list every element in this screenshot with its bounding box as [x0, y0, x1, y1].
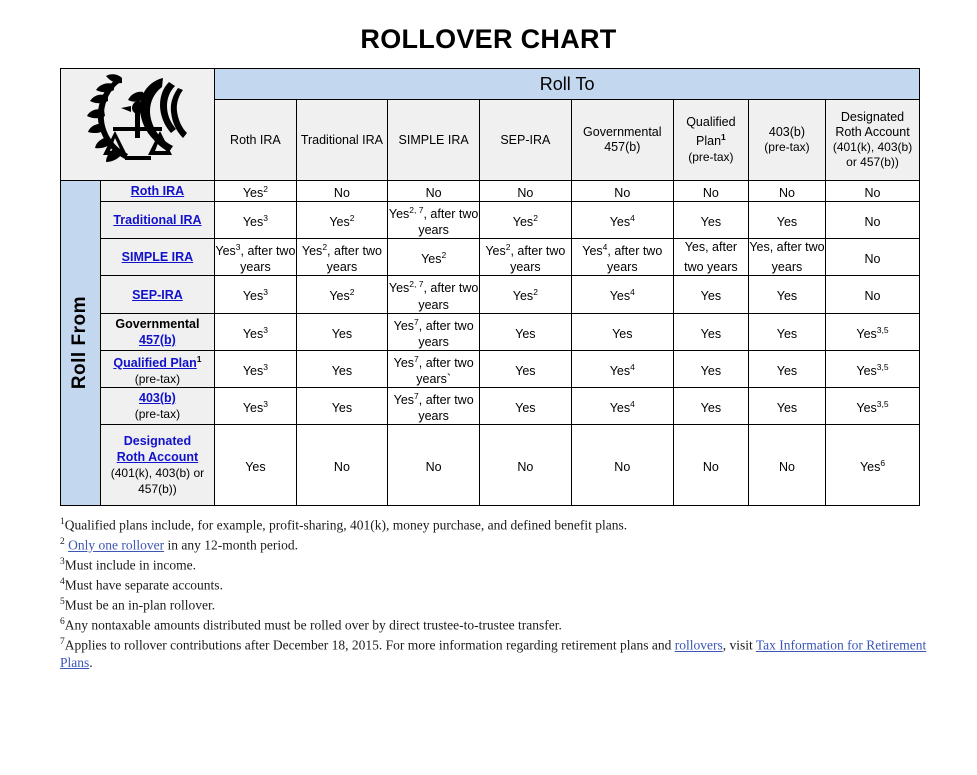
- cell-suffix: , after two years: [510, 244, 566, 275]
- cell-sep-ira-to-roth-ira: [215, 276, 296, 313]
- cell-sep-ira-to-403b: [748, 276, 825, 313]
- cell-footnote-marker: 7: [414, 390, 419, 401]
- footnote-marker: 2: [60, 537, 65, 548]
- cell-value: No: [864, 186, 881, 201]
- cell-403b-to-designated-roth: [826, 387, 920, 424]
- cell-value: No: [517, 186, 534, 201]
- roll-to-banner-row: [61, 69, 920, 100]
- footnote-marker: 1: [60, 517, 65, 528]
- cell-sep-ira-to-designated-roth: [826, 276, 920, 313]
- footnote-item: [60, 554, 940, 574]
- cell-403b-to-governmental-457b: [571, 387, 673, 424]
- row-header-note: (pre-tax): [134, 407, 181, 422]
- col-header-qualified-plan: [673, 100, 748, 181]
- cell-footnote-marker: 2: [533, 213, 538, 224]
- table-row: [61, 425, 920, 506]
- cell-roth-ira-to-qualified-plan: [673, 181, 748, 202]
- cell-value: Yes: [301, 244, 323, 259]
- col-header-main: SEP-IRA: [500, 132, 551, 147]
- cell-value: Yes: [388, 207, 410, 222]
- cell-value: Yes: [329, 289, 350, 304]
- row-header-designated-roth-account[interactable]: [100, 425, 215, 506]
- row-header-roth-ira[interactable]: [100, 181, 215, 202]
- cell-footnote-marker: 7: [414, 353, 419, 364]
- cell-designated-roth-to-simple-ira: [388, 425, 480, 506]
- footnote-link[interactable]: Only one rollover: [68, 537, 165, 553]
- col-header-sep-ira: [480, 100, 572, 181]
- cell-value: Yes: [856, 401, 877, 416]
- cell-footnote-marker: 4: [630, 361, 635, 372]
- cell-value: Yes: [393, 318, 415, 333]
- cell-suffix: , after two years`: [416, 355, 474, 386]
- cell-value: Yes, after two years: [684, 240, 738, 275]
- cell-value: No: [864, 215, 881, 230]
- cell-sep-ira-to-sep-ira: [480, 276, 572, 313]
- cell-suffix: , after two years: [418, 207, 479, 238]
- cell-qualified-plan-to-governmental-457b: [571, 350, 673, 387]
- roll-from-banner-cell: [61, 181, 101, 506]
- cell-qualified-plan-to-qualified-plan: [673, 350, 748, 387]
- footnote-text: Qualified plans include, for example, profit-sharing, 401(k), money purchase, and defined benefit plans.: [64, 517, 628, 533]
- cell-roth-ira-to-simple-ira: [388, 181, 480, 202]
- cell-value: Yes: [515, 363, 536, 378]
- col-header-governmental-457b: [571, 100, 673, 181]
- cell-value: Yes: [245, 460, 266, 475]
- row-header-prefix: Governmental: [115, 316, 200, 331]
- cell-designated-roth-to-roth-ira: [215, 425, 296, 506]
- cell-value: No: [425, 460, 442, 475]
- cell-roth-ira-to-roth-ira: [215, 181, 296, 202]
- row-header-traditional-ira[interactable]: [100, 202, 215, 239]
- cell-footnote-marker: 3,5: [876, 324, 889, 335]
- col-header-main: SIMPLE IRA: [398, 132, 469, 147]
- cell-footnote-marker: 4: [602, 242, 608, 253]
- footnote-item: [60, 574, 940, 594]
- irs-logo-cell: [61, 69, 215, 181]
- table-row: [61, 276, 920, 313]
- cell-403b-to-roth-ira: [215, 387, 296, 424]
- cell-value: Yes: [512, 289, 534, 304]
- cell-simple-ira-to-qualified-plan: [673, 239, 748, 276]
- cell-qualified-plan-to-designated-roth: [826, 350, 920, 387]
- cell-footnote-marker: 3,5: [876, 361, 889, 372]
- footnote-text: in any 12-month period.: [164, 537, 298, 553]
- cell-suffix: , after two years: [418, 393, 474, 424]
- row-header-link[interactable]: Traditional IRA: [113, 213, 202, 228]
- cell-footnote-marker: 2: [349, 287, 355, 298]
- cell-simple-ira-to-sep-ira: [480, 239, 572, 276]
- footnote-text: Must have separate accounts.: [64, 577, 223, 593]
- cell-value: No: [702, 460, 719, 475]
- footnote-item: [60, 634, 940, 672]
- cell-footnote-marker: 4: [630, 213, 635, 224]
- cell-value: Yes: [856, 363, 877, 378]
- cell-value: Yes: [700, 401, 722, 416]
- footnote-marker: 5: [60, 597, 65, 608]
- cell-value: Yes: [242, 186, 264, 201]
- cell-value: Yes: [242, 401, 264, 416]
- cell-value: Yes: [329, 215, 350, 230]
- row-header-link[interactable]: Qualified Plan: [113, 355, 197, 370]
- row-header-qualified-plan[interactable]: [100, 350, 215, 387]
- cell-value: Yes: [776, 363, 798, 378]
- cell-footnote-marker: 2: [322, 242, 328, 253]
- cell-traditional-ira-to-governmental-457b: [571, 202, 673, 239]
- cell-designated-roth-to-403b: [748, 425, 825, 506]
- cell-governmental-457b-to-traditional-ira: [296, 313, 388, 350]
- cell-value: Yes: [242, 289, 264, 304]
- cell-roth-ira-to-designated-roth: [826, 181, 920, 202]
- cell-footnote-marker: 7: [414, 316, 419, 327]
- cell-value: Yes, after two years: [749, 240, 825, 275]
- cell-footnote-marker: 3,5: [876, 398, 889, 409]
- cell-value: No: [778, 186, 795, 201]
- footnote-text: , visit: [722, 637, 756, 653]
- cell-simple-ira-to-traditional-ira: [296, 239, 388, 276]
- col-header-main: Designated Roth Account: [835, 110, 910, 139]
- cell-suffix: , after two years: [240, 244, 296, 275]
- cell-qualified-plan-to-roth-ira: [215, 350, 296, 387]
- cell-simple-ira-to-simple-ira: [388, 239, 480, 276]
- footnote-item: [60, 514, 940, 534]
- cell-qualified-plan-to-traditional-ira: [296, 350, 388, 387]
- cell-value: No: [864, 252, 881, 267]
- cell-suffix: , after two years: [418, 281, 479, 312]
- footnote-marker: 3: [60, 557, 65, 568]
- cell-value: Yes: [331, 363, 353, 378]
- col-header-roth-ira: [215, 100, 296, 181]
- cell-governmental-457b-to-simple-ira: [388, 313, 480, 350]
- cell-value: Yes: [485, 244, 506, 259]
- cell-403b-to-403b: [748, 387, 825, 424]
- row-header-prefix: Designated: [123, 434, 192, 449]
- cell-403b-to-qualified-plan: [673, 387, 748, 424]
- cell-value: Yes: [388, 281, 410, 296]
- footnote-link[interactable]: Tax Information for Retirement Plans: [60, 637, 927, 671]
- cell-value: Yes: [393, 393, 415, 408]
- cell-value: Yes: [776, 215, 798, 230]
- cell-value: Yes: [215, 244, 236, 259]
- cell-footnote-marker: 2, 7: [409, 205, 424, 216]
- cell-value: Yes: [421, 252, 442, 267]
- cell-footnote-marker: 3: [263, 213, 268, 224]
- footnote-text: Must be an in-plan rollover.: [64, 597, 216, 613]
- footnote-text: Applies to rollover contributions after December 18, 2015. For more information regarding retirement plans and: [64, 637, 675, 653]
- cell-traditional-ira-to-designated-roth: [826, 202, 920, 239]
- row-header-sep-ira[interactable]: [100, 276, 215, 313]
- col-header-designated-roth-account: [826, 100, 920, 181]
- row-header-link[interactable]: SIMPLE IRA: [121, 250, 194, 265]
- cell-sep-ira-to-governmental-457b: [571, 276, 673, 313]
- cell-footnote-marker: 3: [263, 398, 268, 409]
- cell-value: Yes: [242, 326, 264, 341]
- cell-value: Yes: [776, 401, 798, 416]
- cell-footnote-marker: 4: [630, 398, 635, 409]
- rollover-chart-table: [60, 68, 920, 506]
- col-header-sub: (pre-tax): [764, 140, 810, 154]
- col-header-traditional-ira: [296, 100, 388, 181]
- cell-value: Yes: [515, 401, 536, 416]
- cell-designated-roth-to-traditional-ira: [296, 425, 388, 506]
- col-header-sub: (401(k), 403(b) or 457(b)): [832, 140, 913, 169]
- cell-designated-roth-to-designated-roth: [826, 425, 920, 506]
- row-header-note: (401(k), 403(b) or 457(b)): [110, 466, 205, 497]
- cell-footnote-marker: 3: [263, 361, 268, 372]
- cell-suffix: , after two years: [418, 318, 474, 349]
- cell-footnote-marker: 3: [235, 242, 241, 253]
- col-header-main: Governmental 457(b): [583, 125, 662, 154]
- table-row: [61, 239, 920, 276]
- cell-traditional-ira-to-sep-ira: [480, 202, 572, 239]
- footnote-item: [60, 534, 940, 554]
- cell-governmental-457b-to-sep-ira: [480, 313, 572, 350]
- cell-roth-ira-to-sep-ira: [480, 181, 572, 202]
- footnotes-section: [60, 514, 940, 672]
- cell-value: Yes: [609, 363, 631, 378]
- cell-value: Yes: [700, 363, 722, 378]
- table-row: [61, 350, 920, 387]
- cell-footnote-marker: 2: [533, 287, 538, 298]
- cell-designated-roth-to-sep-ira: [480, 425, 572, 506]
- cell-value: No: [333, 186, 350, 201]
- cell-governmental-457b-to-qualified-plan: [673, 313, 748, 350]
- table-row: [61, 313, 920, 350]
- cell-value: Yes: [609, 401, 631, 416]
- cell-designated-roth-to-qualified-plan: [673, 425, 748, 506]
- row-header-link[interactable]: 403(b): [139, 391, 176, 406]
- cell-footnote-marker: 2, 7: [409, 279, 424, 290]
- cell-simple-ira-to-roth-ira: [215, 239, 296, 276]
- cell-footnote-marker: 2: [441, 250, 447, 261]
- roll-from-banner: Roll From: [69, 296, 91, 390]
- cell-403b-to-traditional-ira: [296, 387, 388, 424]
- table-row: [61, 387, 920, 424]
- cell-simple-ira-to-designated-roth: [826, 239, 920, 276]
- cell-footnote-marker: 2: [505, 242, 511, 253]
- irs-eagle-scales-logo: [77, 72, 199, 177]
- footnote-item: [60, 614, 940, 634]
- cell-value: Yes: [609, 289, 631, 304]
- col-header-main: 403(b): [768, 125, 806, 139]
- cell-roth-ira-to-403b: [748, 181, 825, 202]
- footnote-marker: 7: [60, 637, 65, 648]
- footnote-item: [60, 594, 940, 614]
- cell-footnote-marker: 6: [880, 458, 886, 469]
- roll-to-banner: Roll To: [215, 69, 920, 100]
- cell-value: Yes: [856, 326, 877, 341]
- cell-value: Yes: [612, 326, 633, 341]
- cell-value: No: [864, 289, 881, 304]
- cell-value: Yes: [331, 326, 353, 341]
- cell-value: Yes: [609, 215, 631, 230]
- cell-403b-to-simple-ira: [388, 387, 480, 424]
- cell-footnote-marker: 2: [349, 213, 355, 224]
- cell-value: No: [702, 186, 719, 201]
- cell-value: Yes: [582, 244, 603, 259]
- cell-value: Yes: [515, 326, 536, 341]
- cell-sep-ira-to-traditional-ira: [296, 276, 388, 313]
- col-header-main: Qualified Plan: [686, 115, 736, 149]
- cell-governmental-457b-to-roth-ira: [215, 313, 296, 350]
- col-header-simple-ira: [388, 100, 480, 181]
- cell-value: No: [333, 460, 350, 475]
- cell-sep-ira-to-qualified-plan: [673, 276, 748, 313]
- cell-footnote-marker: 3: [263, 287, 268, 298]
- col-header-main: Roth IRA: [230, 132, 281, 147]
- cell-value: Yes: [859, 460, 881, 475]
- cell-value: Yes: [242, 215, 264, 230]
- row-header-simple-ira[interactable]: [100, 239, 215, 276]
- cell-roth-ira-to-traditional-ira: [296, 181, 388, 202]
- cell-simple-ira-to-governmental-457b: [571, 239, 673, 276]
- row-header-link[interactable]: SEP-IRA: [132, 287, 183, 302]
- cell-value: Yes: [700, 289, 722, 304]
- cell-value: Yes: [700, 326, 722, 341]
- col-header-main: Traditional IRA: [300, 132, 384, 147]
- cell-value: No: [425, 186, 442, 201]
- cell-value: No: [614, 186, 631, 201]
- cell-designated-roth-to-governmental-457b: [571, 425, 673, 506]
- row-header-link[interactable]: 457(b): [139, 332, 176, 347]
- cell-traditional-ira-to-qualified-plan: [673, 202, 748, 239]
- row-header-link[interactable]: Roth IRA: [130, 184, 185, 199]
- cell-traditional-ira-to-403b: [748, 202, 825, 239]
- cell-footnote-marker: 2: [263, 184, 268, 194]
- row-header-link[interactable]: Roth Account: [116, 450, 199, 465]
- row-header-403b[interactable]: [100, 387, 215, 424]
- cell-traditional-ira-to-roth-ira: [215, 202, 296, 239]
- cell-value: Yes: [331, 401, 353, 416]
- cell-footnote-marker: 4: [630, 287, 635, 298]
- row-header-footnote-marker: 1: [196, 353, 202, 364]
- cell-sep-ira-to-simple-ira: [388, 276, 480, 313]
- cell-value: Yes: [776, 289, 798, 304]
- footnote-marker: 4: [60, 577, 65, 588]
- footnote-marker: 6: [60, 617, 65, 628]
- col-header-403b: [748, 100, 825, 181]
- cell-roth-ira-to-governmental-457b: [571, 181, 673, 202]
- col-header-sub: (pre-tax): [688, 149, 734, 164]
- cell-value: Yes: [700, 215, 722, 230]
- cell-traditional-ira-to-simple-ira: [388, 202, 480, 239]
- cell-suffix: , after two years: [607, 244, 663, 275]
- cell-value: Yes: [512, 215, 534, 230]
- cell-footnote-marker: 3: [263, 324, 268, 335]
- cell-value: Yes: [393, 355, 415, 370]
- col-header-footnote-marker: 1: [721, 132, 726, 143]
- table-row: [61, 202, 920, 239]
- footnote-text: Any nontaxable amounts distributed must be rolled over by direct trustee-to-trustee transfer.: [64, 617, 562, 633]
- cell-value: Yes: [242, 363, 264, 378]
- rollover-chart-page: [0, 22, 977, 775]
- cell-value: No: [614, 460, 631, 475]
- footnote-text: .: [89, 655, 93, 671]
- cell-403b-to-sep-ira: [480, 387, 572, 424]
- row-header-governmental-457b[interactable]: [100, 313, 215, 350]
- cell-value: Yes: [776, 326, 798, 341]
- cell-suffix: , after two years: [326, 244, 382, 275]
- cell-qualified-plan-to-403b: [748, 350, 825, 387]
- footnote-text: Must include in income.: [64, 557, 196, 573]
- footnote-link[interactable]: rollovers: [674, 637, 723, 653]
- cell-governmental-457b-to-403b: [748, 313, 825, 350]
- cell-governmental-457b-to-governmental-457b: [571, 313, 673, 350]
- row-header-note: (pre-tax): [134, 371, 181, 386]
- cell-simple-ira-to-403b: [748, 239, 825, 276]
- page-title: ROLLOVER CHART: [360, 24, 617, 54]
- cell-value: No: [778, 460, 795, 475]
- cell-qualified-plan-to-sep-ira: [480, 350, 572, 387]
- cell-value: No: [517, 460, 534, 475]
- table-row: [61, 181, 920, 202]
- cell-qualified-plan-to-simple-ira: [388, 350, 480, 387]
- cell-governmental-457b-to-designated-roth: [826, 313, 920, 350]
- cell-traditional-ira-to-traditional-ira: [296, 202, 388, 239]
